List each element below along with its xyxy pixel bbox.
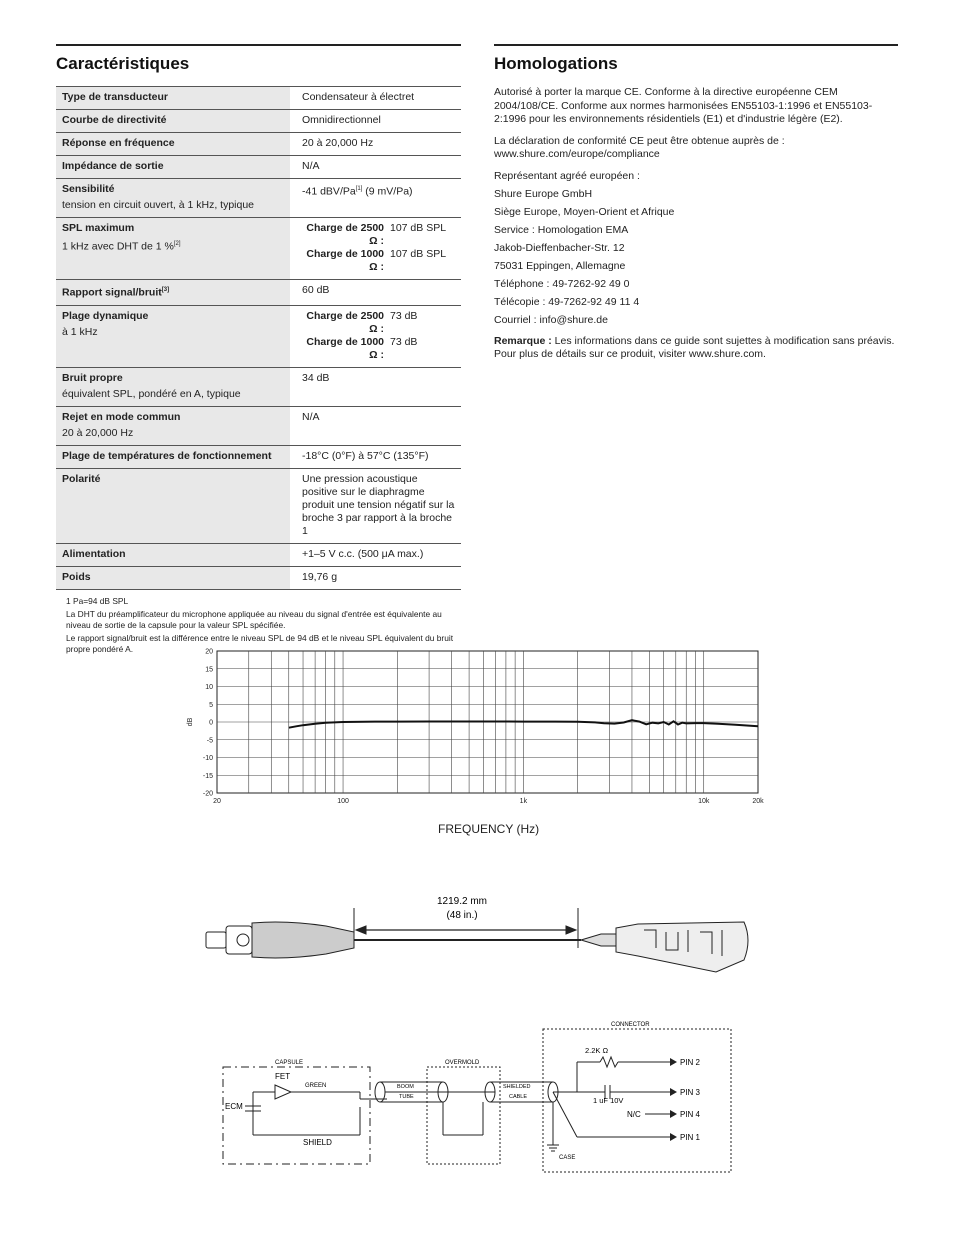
- spec-key-cell: [56, 218, 290, 280]
- pin-2-label: PIN 2: [680, 1058, 701, 1067]
- spec-value: Omnidirectionnel: [302, 114, 381, 126]
- y-tick-label: 10: [205, 684, 213, 691]
- spec-key: [62, 372, 284, 385]
- address-line: Représentant agréé européen :: [494, 169, 640, 182]
- cable-label: CABLE: [509, 1094, 528, 1100]
- footnote-ref: [1]: [355, 186, 363, 192]
- footnote-ref: [3]: [161, 287, 170, 293]
- tube-label: TUBE: [399, 1094, 414, 1100]
- spec-value-cell: [290, 406, 461, 445]
- section-rule: [494, 44, 898, 46]
- shield-label: SHIELD: [303, 1138, 332, 1147]
- x-tick-label: 100: [337, 798, 349, 805]
- spec-value: -18°C (0°F) à 57°C (135°F): [302, 449, 429, 462]
- homologations-section: [494, 44, 898, 370]
- wiring-schematic: [215, 1017, 740, 1177]
- spec-value-cell: [290, 110, 461, 133]
- spec-condition-text: 20 à 20,000 Hz: [62, 426, 134, 439]
- address-line: Siège Europe, Moyen-Orient et Afrique: [494, 205, 675, 218]
- spec-key-text: Bruit propre: [62, 371, 123, 384]
- spec-condition-text: tension en circuit ouvert, à 1 kHz, typique: [62, 199, 255, 211]
- y-tick-label: -20: [202, 790, 213, 798]
- address-line: Jakob-Dieffenbacher-Str. 12: [494, 241, 625, 254]
- pin-1-label: PIN 1: [680, 1133, 701, 1142]
- y-tick-label: -5: [206, 737, 213, 745]
- charge-label: Charge de 2500 Ω :: [306, 309, 384, 335]
- spec-key-cell: [56, 179, 290, 218]
- address-line: Service : Homologation EMA: [494, 223, 629, 236]
- green-wire-label: GREEN: [305, 1083, 327, 1089]
- spec-value: 19,76 g: [302, 570, 338, 583]
- nc-label: N/C: [627, 1110, 641, 1119]
- cable-drawing: [196, 890, 756, 980]
- spec-key-text: SPL maximum: [62, 222, 135, 234]
- spec-value: Une pression acoustique positive sur le diaphragme produit une tension négatif sur la broche 3 par rapport à la broche 1: [302, 472, 455, 537]
- spec-key: [62, 473, 284, 486]
- charge-value: 107 dB SPL: [390, 248, 447, 260]
- spec-key-cell: [56, 133, 290, 156]
- spec-key: [62, 114, 284, 127]
- spec-key-cell: [56, 280, 290, 306]
- boom-label: BOOM: [397, 1084, 414, 1090]
- x-tick-label: 10k: [698, 798, 710, 805]
- spec-key-cell: [56, 406, 290, 445]
- charge-value: 73 dB: [390, 309, 418, 322]
- capacitor-label: 1 uF 10V: [593, 1096, 624, 1105]
- spec-key-cell: [56, 445, 290, 468]
- spec-key: [62, 450, 284, 463]
- case-label: CASE: [559, 1155, 576, 1161]
- spec-value: -41 dBV/Pa: [302, 185, 356, 198]
- spec-key-text: Type de transducteur: [62, 91, 168, 103]
- spec-key-text: Plage dynamique: [62, 309, 149, 322]
- spec-key-cell: [56, 543, 290, 566]
- chart-xlabel: FREQUENCY (Hz): [438, 822, 540, 836]
- spec-condition: [62, 388, 284, 401]
- spec-key-text: Plage de températures de fonctionnement: [62, 449, 272, 462]
- spec-row: [56, 179, 461, 218]
- spec-value-cell: [290, 280, 461, 306]
- charge-value: 73 dB: [390, 335, 418, 348]
- spec-row: [56, 110, 461, 133]
- spec-key-cell: [56, 156, 290, 179]
- capsule-box: [223, 1067, 370, 1164]
- spec-value: 60 dB: [302, 284, 330, 296]
- spec-value: 34 dB: [302, 371, 330, 384]
- spec-key-text: Rapport signal/bruit: [62, 286, 162, 299]
- resistor-symbol: [600, 1057, 618, 1067]
- connector-label: CONNECTOR: [611, 1022, 650, 1028]
- charge-label: Charge de 1000 Ω :: [306, 335, 384, 361]
- chart-ylabel: dB: [187, 717, 194, 727]
- x-tick-label: 1k: [519, 798, 528, 805]
- y-tick-label: 15: [205, 666, 213, 674]
- spec-key-text: Réponse en fréquence: [62, 137, 175, 149]
- spec-value-cell: [290, 566, 461, 589]
- specs-section: [56, 44, 461, 657]
- spec-key-text: Poids: [62, 570, 91, 583]
- charge-label: Charge de 2500 Ω :: [306, 222, 384, 247]
- spec-key-text: Courbe de directivité: [62, 114, 167, 126]
- spec-value: 20 à 20,000 Hz: [302, 137, 374, 149]
- specs-title: Caractéristiques: [56, 54, 190, 73]
- y-tick-label: -10: [202, 755, 213, 762]
- spec-row: [56, 156, 461, 179]
- spec-key-cell: [56, 87, 290, 110]
- spec-value-cell: [290, 445, 461, 468]
- spec-value-cell: [290, 179, 461, 218]
- spec-key-text: Polarité: [62, 472, 101, 485]
- cable-length-label: 1219.2 mm: [436, 896, 488, 907]
- spec-value: N/A: [302, 410, 320, 423]
- footnote-1: 1 Pa=94 dB SPL: [66, 595, 129, 606]
- remark-text: Les informations dans ce guide sont sujettes à modification sans préavis. Pour plus de détails sur ce produit, visiter www.shure.com.: [494, 334, 895, 360]
- spec-key-text: Rejet en mode commun: [62, 410, 181, 423]
- spec-value: Condensateur à électret: [302, 91, 415, 103]
- fet-triangle: [275, 1085, 291, 1099]
- spec-value-cell: [290, 87, 461, 110]
- spec-value-suffix: (9 mV/Pa): [362, 185, 413, 198]
- address-line: Courriel : info@shure.de: [494, 313, 608, 326]
- spec-key-text: Impédance de sortie: [62, 160, 164, 172]
- connector-box: [543, 1029, 731, 1172]
- spec-row: [56, 445, 461, 468]
- remark: [494, 335, 898, 362]
- fet-label: FET: [275, 1072, 291, 1081]
- footnote-2: La DHT du préamplificateur du microphone appliquée au niveau du signal d'entrée est équivalente au niveau de sortie de la capsule pour la valeur SPL spécifiée.: [66, 609, 442, 630]
- spec-key: [62, 91, 284, 104]
- spec-key: [62, 222, 284, 235]
- spec-key: [62, 183, 284, 196]
- spec-row: [56, 305, 461, 367]
- address-line: 75031 Eppingen, Allemagne: [494, 259, 626, 272]
- spec-value-cell: [290, 468, 461, 543]
- footnote-3: Le rapport signal/bruit est la différence entre le niveau SPL de 94 dB et le niveau SPL équivalent du bruit propre pondéré A.: [66, 633, 454, 654]
- spec-key: [62, 137, 284, 150]
- homologations-title: Homologations: [494, 54, 618, 73]
- pin-arrows: [670, 1058, 677, 1141]
- spec-key: [62, 571, 284, 584]
- ce-paragraph: Autorisé à porter la marque CE. Conforme à la directive européenne CEM 2004/108/CE. Conforme aux normes harmonisées EN55103-1:1996 et EN55103-2:1996 pour les environnements résidentiels (E1) et d'industrie légère (E2).: [494, 86, 873, 125]
- spec-value: N/A: [302, 160, 320, 172]
- spec-row: [56, 280, 461, 306]
- spec-row: [56, 543, 461, 566]
- spec-key-cell: [56, 468, 290, 543]
- cable-line: [354, 934, 616, 946]
- spec-key: [62, 160, 284, 173]
- spec-value-cell: [290, 218, 461, 280]
- x-tick-label: 20k: [752, 798, 764, 805]
- spec-key: [62, 310, 284, 323]
- spec-condition: [62, 199, 284, 212]
- spec-row: [56, 468, 461, 543]
- spec-row: [56, 87, 461, 110]
- capsule-label: CAPSULE: [275, 1060, 304, 1066]
- spec-condition-text: 1 kHz avec DHT de 1 %: [62, 240, 174, 253]
- address-line: Télécopie : 49-7262-92 49 11 4: [494, 295, 640, 308]
- spec-condition-text: équivalent SPL, pondéré en A, typique: [62, 387, 241, 400]
- charge-value: 107 dB SPL: [390, 222, 447, 234]
- y-tick-label: 20: [205, 648, 213, 656]
- frequency-response-chart: [180, 640, 780, 820]
- pin-3-label: PIN 3: [680, 1088, 701, 1097]
- spec-key-text: Alimentation: [62, 547, 126, 560]
- address-line: Shure Europe GmbH: [494, 187, 593, 200]
- spec-value: +1–5 V c.c. (500 μA max.): [302, 547, 424, 560]
- y-tick-label: -15: [202, 772, 213, 780]
- resistor-label: 2.2K Ω: [585, 1046, 609, 1055]
- overmold-label: OVERMOLD: [445, 1060, 480, 1066]
- spec-key-cell: [56, 110, 290, 133]
- cable-length-inches: (48 in.): [446, 910, 478, 921]
- x-tick-label: 20: [213, 798, 221, 805]
- specs-table: [56, 86, 461, 590]
- spec-condition: [62, 427, 284, 440]
- spec-value-cell: [290, 543, 461, 566]
- spec-row: [56, 133, 461, 156]
- spec-key: [62, 548, 284, 561]
- y-tick-label: 5: [209, 701, 213, 709]
- shielded-label: SHIELDED: [503, 1084, 531, 1090]
- address-line: Téléphone : 49-7262-92 49 0: [494, 277, 630, 290]
- spec-value-cell: [290, 133, 461, 156]
- ecm-label: ECM: [225, 1102, 243, 1111]
- spec-row: [56, 367, 461, 406]
- footnote-ref: [2]: [173, 241, 181, 247]
- charge-label: Charge de 1000 Ω :: [306, 248, 384, 273]
- spec-key-text: Sensibilité: [62, 183, 115, 195]
- remark-label: Remarque :: [494, 334, 552, 347]
- spec-condition-text: à 1 kHz: [62, 325, 98, 338]
- spec-value-cell: [290, 305, 461, 367]
- spec-key: [62, 284, 284, 300]
- spec-value-cell: [290, 367, 461, 406]
- xlr-connector-drawing: [206, 922, 354, 958]
- pin-4-label: PIN 4: [680, 1110, 701, 1119]
- spec-key-cell: [56, 305, 290, 367]
- declaration-paragraph: La déclaration de conformité CE peut être obtenue auprès de : www.shure.com/europe/compliance: [494, 134, 785, 160]
- spec-key-cell: [56, 566, 290, 589]
- spec-condition: [62, 326, 284, 339]
- spec-condition: [62, 238, 284, 254]
- spec-value-cell: [290, 156, 461, 179]
- microphone-element-drawing: [616, 922, 748, 972]
- section-rule: [56, 44, 461, 46]
- spec-key-cell: [56, 367, 290, 406]
- y-tick-label: 0: [209, 719, 213, 727]
- spec-row: [56, 566, 461, 589]
- spec-key: [62, 411, 284, 424]
- spec-row: [56, 218, 461, 280]
- spec-row: [56, 406, 461, 445]
